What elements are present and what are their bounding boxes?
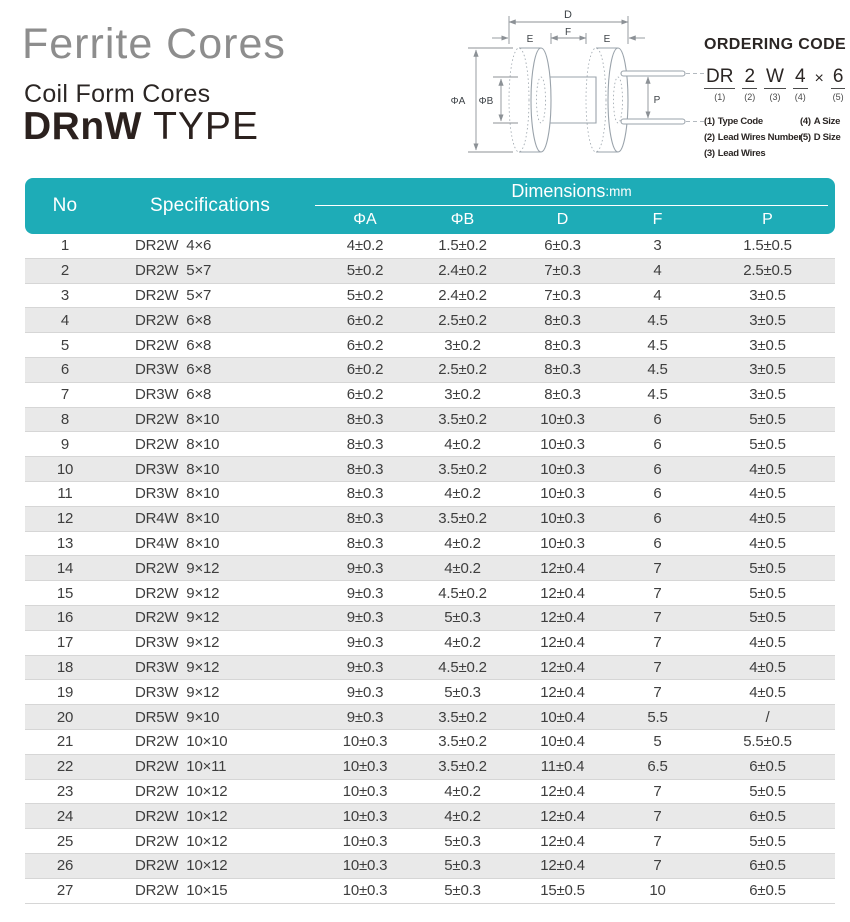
cell-phi-b: 3±0.2 <box>415 382 510 407</box>
legend-item: (3) Lead Wires <box>704 148 766 160</box>
cell-specification: DR2W 9×12 <box>105 581 315 606</box>
legend-item: (1) Type Code <box>704 115 763 127</box>
table-row <box>25 457 835 482</box>
legend-right-column <box>800 114 848 162</box>
dim-label-e-right: E <box>603 34 611 45</box>
cell-no: 25 <box>25 829 105 854</box>
cell-f: 7 <box>615 605 700 630</box>
cell-f: 7 <box>615 680 700 705</box>
type-title <box>23 105 259 149</box>
table-row <box>25 283 835 308</box>
cell-specification: DR2W 5×7 <box>105 283 315 308</box>
cell-phi-a: 9±0.3 <box>315 705 415 730</box>
cell-d: 8±0.3 <box>510 382 615 407</box>
code-segment: 2 (2) <box>744 66 756 102</box>
cell-phi-a: 10±0.3 <box>315 853 415 878</box>
cell-no: 17 <box>25 630 105 655</box>
cell-no: 22 <box>25 754 105 779</box>
cell-f: 7 <box>615 779 700 804</box>
cell-phi-b: 2.5±0.2 <box>415 308 510 333</box>
cell-phi-a: 5±0.2 <box>315 258 415 283</box>
cell-phi-b: 2.5±0.2 <box>415 357 510 382</box>
legend-item: (4) A Size <box>800 115 841 127</box>
cell-f: 7 <box>615 829 700 854</box>
cell-d: 10±0.3 <box>510 506 615 531</box>
cell-specification: DR5W 9×10 <box>105 705 315 730</box>
cell-phi-b: 5±0.3 <box>415 878 510 903</box>
cell-p: 4±0.5 <box>700 630 835 655</box>
cell-no: 27 <box>25 878 105 903</box>
cell-no: 26 <box>25 853 105 878</box>
legend-item: (2) Lead Wires Number <box>704 132 802 144</box>
table-row <box>25 878 835 903</box>
cell-d: 10±0.3 <box>510 481 615 506</box>
cell-d: 12±0.4 <box>510 581 615 606</box>
table-row <box>25 853 835 878</box>
cell-f: 4 <box>615 283 700 308</box>
cell-specification: DR2W 8×10 <box>105 407 315 432</box>
cell-no: 15 <box>25 581 105 606</box>
cell-phi-a: 9±0.3 <box>315 655 415 680</box>
cell-phi-a: 6±0.2 <box>315 333 415 358</box>
table-row <box>25 407 835 432</box>
table-row <box>25 729 835 754</box>
cell-d: 10±0.3 <box>510 531 615 556</box>
cell-p: 3±0.5 <box>700 333 835 358</box>
cell-specification: DR2W 5×7 <box>105 258 315 283</box>
cell-p: 3±0.5 <box>700 357 835 382</box>
cell-p: 3±0.5 <box>700 283 835 308</box>
cell-specification: DR3W 9×12 <box>105 655 315 680</box>
cell-phi-b: 3.5±0.2 <box>415 729 510 754</box>
cell-p: 6±0.5 <box>700 878 835 903</box>
table-row <box>25 581 835 606</box>
cell-specification: DR2W 6×8 <box>105 308 315 333</box>
cell-f: 7 <box>615 581 700 606</box>
dimensions-subcolumns <box>315 206 835 234</box>
cell-phi-b: 5±0.3 <box>415 680 510 705</box>
cell-f: 4.5 <box>615 308 700 333</box>
legend-item: (5) D Size <box>800 132 841 144</box>
cell-specification: DR2W 10×12 <box>105 853 315 878</box>
cell-specification: DR2W 10×15 <box>105 878 315 903</box>
spec-table-body <box>25 234 835 903</box>
cell-phi-b: 5±0.3 <box>415 829 510 854</box>
cell-specification: DR3W 8×10 <box>105 481 315 506</box>
cell-phi-a: 8±0.3 <box>315 531 415 556</box>
ordering-code <box>704 67 848 102</box>
cell-d: 8±0.3 <box>510 357 615 382</box>
cell-p: / <box>700 705 835 730</box>
cell-p: 4±0.5 <box>700 506 835 531</box>
cell-phi-a: 4±0.2 <box>315 234 415 258</box>
cell-no: 2 <box>25 258 105 283</box>
cell-specification: DR2W 4×6 <box>105 234 315 258</box>
cell-phi-a: 8±0.3 <box>315 481 415 506</box>
table-row <box>25 705 835 730</box>
cell-p: 6±0.5 <box>700 853 835 878</box>
cell-d: 12±0.4 <box>510 853 615 878</box>
cell-d: 12±0.4 <box>510 556 615 581</box>
cell-phi-a: 10±0.3 <box>315 878 415 903</box>
type-suffix: TYPE <box>141 105 259 148</box>
cell-p: 5.5±0.5 <box>700 729 835 754</box>
column-header-p: P <box>762 211 773 228</box>
cell-f: 4.5 <box>615 333 700 358</box>
page-title: Ferrite Cores <box>22 20 286 68</box>
dim-label-e-left: E <box>526 34 534 45</box>
ordering-code-section <box>704 36 848 162</box>
cell-f: 4.5 <box>615 382 700 407</box>
type-name: DRnW <box>23 105 142 148</box>
cell-phi-b: 3±0.2 <box>415 333 510 358</box>
cell-specification: DR2W 8×10 <box>105 432 315 457</box>
cell-specification: DR2W 9×12 <box>105 556 315 581</box>
cell-p: 5±0.5 <box>700 407 835 432</box>
cell-p: 3±0.5 <box>700 382 835 407</box>
cell-phi-a: 10±0.3 <box>315 754 415 779</box>
cell-d: 6±0.3 <box>510 234 615 258</box>
cell-d: 12±0.4 <box>510 630 615 655</box>
code-segment: W (3) <box>766 66 784 102</box>
cell-no: 10 <box>25 457 105 482</box>
cell-phi-a: 10±0.3 <box>315 729 415 754</box>
cell-f: 7 <box>615 556 700 581</box>
spec-table <box>25 178 835 904</box>
cell-phi-b: 4±0.2 <box>415 432 510 457</box>
table-row <box>25 605 835 630</box>
cell-no: 12 <box>25 506 105 531</box>
table-header <box>25 178 835 234</box>
cell-f: 7 <box>615 655 700 680</box>
cell-phi-b: 3.5±0.2 <box>415 506 510 531</box>
cell-no: 21 <box>25 729 105 754</box>
cell-phi-b: 5±0.3 <box>415 605 510 630</box>
cell-f: 6 <box>615 432 700 457</box>
cell-p: 2.5±0.5 <box>700 258 835 283</box>
cell-p: 5±0.5 <box>700 829 835 854</box>
table-row <box>25 333 835 358</box>
cell-no: 7 <box>25 382 105 407</box>
table-row <box>25 258 835 283</box>
cell-d: 12±0.4 <box>510 655 615 680</box>
table-row <box>25 531 835 556</box>
cell-p: 4±0.5 <box>700 531 835 556</box>
cell-f: 6 <box>615 481 700 506</box>
cell-phi-a: 9±0.3 <box>315 680 415 705</box>
cell-no: 5 <box>25 333 105 358</box>
column-header-d: D <box>556 211 569 228</box>
cell-phi-b: 4±0.2 <box>415 804 510 829</box>
table-row <box>25 308 835 333</box>
cell-phi-b: 4±0.2 <box>415 630 510 655</box>
ordering-code-legend <box>704 114 848 162</box>
cell-phi-a: 8±0.3 <box>315 432 415 457</box>
cell-p: 5±0.5 <box>700 432 835 457</box>
cell-no: 1 <box>25 234 105 258</box>
cell-p: 3±0.5 <box>700 308 835 333</box>
spec-table-body-table <box>25 234 835 904</box>
table-row <box>25 754 835 779</box>
table-row <box>25 506 835 531</box>
cell-p: 4±0.5 <box>700 680 835 705</box>
cell-d: 10±0.3 <box>510 407 615 432</box>
cell-phi-a: 5±0.2 <box>315 283 415 308</box>
cell-phi-a: 8±0.3 <box>315 457 415 482</box>
cell-f: 6 <box>615 506 700 531</box>
cell-no: 20 <box>25 705 105 730</box>
table-row <box>25 234 835 258</box>
cell-specification: DR2W 10×11 <box>105 754 315 779</box>
cell-specification: DR3W 9×12 <box>105 680 315 705</box>
cell-phi-b: 3.5±0.2 <box>415 754 510 779</box>
core-dimension-diagram <box>420 6 705 166</box>
cell-no: 3 <box>25 283 105 308</box>
code-multiply-separator: × <box>814 70 824 87</box>
cell-phi-b: 4±0.2 <box>415 556 510 581</box>
column-header-phi-a: ΦA <box>353 211 377 228</box>
table-row <box>25 680 835 705</box>
cell-specification: DR2W 10×10 <box>105 729 315 754</box>
cell-p: 6±0.5 <box>700 754 835 779</box>
cell-phi-a: 8±0.3 <box>315 506 415 531</box>
cell-d: 12±0.4 <box>510 804 615 829</box>
column-header-no: No <box>52 195 78 216</box>
cell-d: 12±0.4 <box>510 605 615 630</box>
cell-phi-a: 8±0.3 <box>315 407 415 432</box>
cell-phi-a: 9±0.3 <box>315 605 415 630</box>
cell-f: 5 <box>615 729 700 754</box>
cell-p: 1.5±0.5 <box>700 234 835 258</box>
table-row <box>25 779 835 804</box>
code-segment: 6 (5) <box>832 66 844 102</box>
cell-p: 5±0.5 <box>700 556 835 581</box>
cell-phi-a: 10±0.3 <box>315 829 415 854</box>
cell-no: 23 <box>25 779 105 804</box>
cell-phi-b: 4.5±0.2 <box>415 581 510 606</box>
cell-phi-b: 3.5±0.2 <box>415 407 510 432</box>
cell-specification: DR3W 9×12 <box>105 630 315 655</box>
code-segment: DR (1) <box>706 66 734 102</box>
cell-phi-a: 6±0.2 <box>315 357 415 382</box>
cell-specification: DR3W 6×8 <box>105 357 315 382</box>
cell-d: 7±0.3 <box>510 283 615 308</box>
table-row <box>25 357 835 382</box>
cell-d: 10±0.4 <box>510 729 615 754</box>
ordering-code-title: ORDERING CODE <box>704 36 847 53</box>
table-row <box>25 432 835 457</box>
cell-phi-b: 4±0.2 <box>415 531 510 556</box>
table-row <box>25 655 835 680</box>
legend-left-column <box>704 114 800 162</box>
cell-f: 6 <box>615 457 700 482</box>
cell-f: 10 <box>615 878 700 903</box>
cell-d: 10±0.3 <box>510 432 615 457</box>
cell-d: 10±0.4 <box>510 705 615 730</box>
cell-f: 6 <box>615 531 700 556</box>
code-segment: 4 (4) <box>794 66 806 102</box>
cell-d: 10±0.3 <box>510 457 615 482</box>
cell-no: 16 <box>25 605 105 630</box>
cell-phi-b: 4.5±0.2 <box>415 655 510 680</box>
cell-p: 5±0.5 <box>700 779 835 804</box>
cell-phi-b: 1.5±0.2 <box>415 234 510 258</box>
cell-phi-a: 9±0.3 <box>315 581 415 606</box>
cell-no: 13 <box>25 531 105 556</box>
cell-specification: DR2W 9×12 <box>105 605 315 630</box>
cell-specification: DR4W 8×10 <box>105 506 315 531</box>
page-subtitle: Coil Form Cores <box>24 80 211 108</box>
cell-no: 14 <box>25 556 105 581</box>
cell-no: 24 <box>25 804 105 829</box>
cell-phi-a: 6±0.2 <box>315 308 415 333</box>
cell-specification: DR4W 8×10 <box>105 531 315 556</box>
cell-phi-a: 10±0.3 <box>315 779 415 804</box>
cell-d: 12±0.4 <box>510 680 615 705</box>
cell-f: 5.5 <box>615 705 700 730</box>
cell-specification: DR2W 10×12 <box>105 804 315 829</box>
cell-phi-a: 9±0.3 <box>315 630 415 655</box>
column-header-f: F <box>652 211 663 228</box>
cell-p: 4±0.5 <box>700 481 835 506</box>
cell-phi-b: 3.5±0.2 <box>415 705 510 730</box>
cell-p: 4±0.5 <box>700 457 835 482</box>
dim-label-d: D <box>564 9 572 21</box>
cell-f: 7 <box>615 853 700 878</box>
cell-p: 5±0.5 <box>700 605 835 630</box>
cell-phi-b: 4±0.2 <box>415 779 510 804</box>
cell-no: 19 <box>25 680 105 705</box>
cell-phi-a: 10±0.3 <box>315 804 415 829</box>
cell-d: 12±0.4 <box>510 829 615 854</box>
cell-no: 9 <box>25 432 105 457</box>
cell-f: 3 <box>615 234 700 258</box>
table-row <box>25 382 835 407</box>
table-row <box>25 630 835 655</box>
cell-d: 12±0.4 <box>510 779 615 804</box>
column-header-specifications: Specifications <box>149 195 271 216</box>
cell-phi-b: 2.4±0.2 <box>415 283 510 308</box>
cell-no: 11 <box>25 481 105 506</box>
cell-specification: DR2W 6×8 <box>105 333 315 358</box>
dim-label-phi-b: ΦB <box>478 96 494 107</box>
table-row <box>25 556 835 581</box>
cell-phi-b: 3.5±0.2 <box>415 457 510 482</box>
cell-specification: DR2W 10×12 <box>105 829 315 854</box>
dimensions-header-group <box>315 178 835 234</box>
dimensions-title: Dimensions :mm <box>315 178 828 206</box>
cell-phi-b: 5±0.3 <box>415 853 510 878</box>
dim-label-p: P <box>653 95 661 106</box>
cell-phi-a: 6±0.2 <box>315 382 415 407</box>
cell-p: 6±0.5 <box>700 804 835 829</box>
cell-specification: DR2W 10×12 <box>105 779 315 804</box>
table-row <box>25 829 835 854</box>
dim-label-phi-a: ΦA <box>450 96 466 107</box>
cell-f: 7 <box>615 804 700 829</box>
cell-d: 11±0.4 <box>510 754 615 779</box>
cell-d: 8±0.3 <box>510 308 615 333</box>
cell-phi-a: 9±0.3 <box>315 556 415 581</box>
column-header-phi-b: ΦB <box>450 211 475 228</box>
cell-d: 8±0.3 <box>510 333 615 358</box>
cell-f: 6 <box>615 407 700 432</box>
cell-specification: DR3W 8×10 <box>105 457 315 482</box>
cell-d: 15±0.5 <box>510 878 615 903</box>
cell-p: 4±0.5 <box>700 655 835 680</box>
cell-p: 5±0.5 <box>700 581 835 606</box>
table-row <box>25 481 835 506</box>
table-row <box>25 804 835 829</box>
cell-specification: DR3W 6×8 <box>105 382 315 407</box>
cell-f: 4.5 <box>615 357 700 382</box>
dim-label-f: F <box>564 27 572 38</box>
cell-phi-b: 4±0.2 <box>415 481 510 506</box>
cell-no: 4 <box>25 308 105 333</box>
cell-no: 8 <box>25 407 105 432</box>
cell-d: 7±0.3 <box>510 258 615 283</box>
cell-no: 6 <box>25 357 105 382</box>
cell-f: 6.5 <box>615 754 700 779</box>
cell-f: 4 <box>615 258 700 283</box>
cell-no: 18 <box>25 655 105 680</box>
cell-phi-b: 2.4±0.2 <box>415 258 510 283</box>
cell-f: 7 <box>615 630 700 655</box>
